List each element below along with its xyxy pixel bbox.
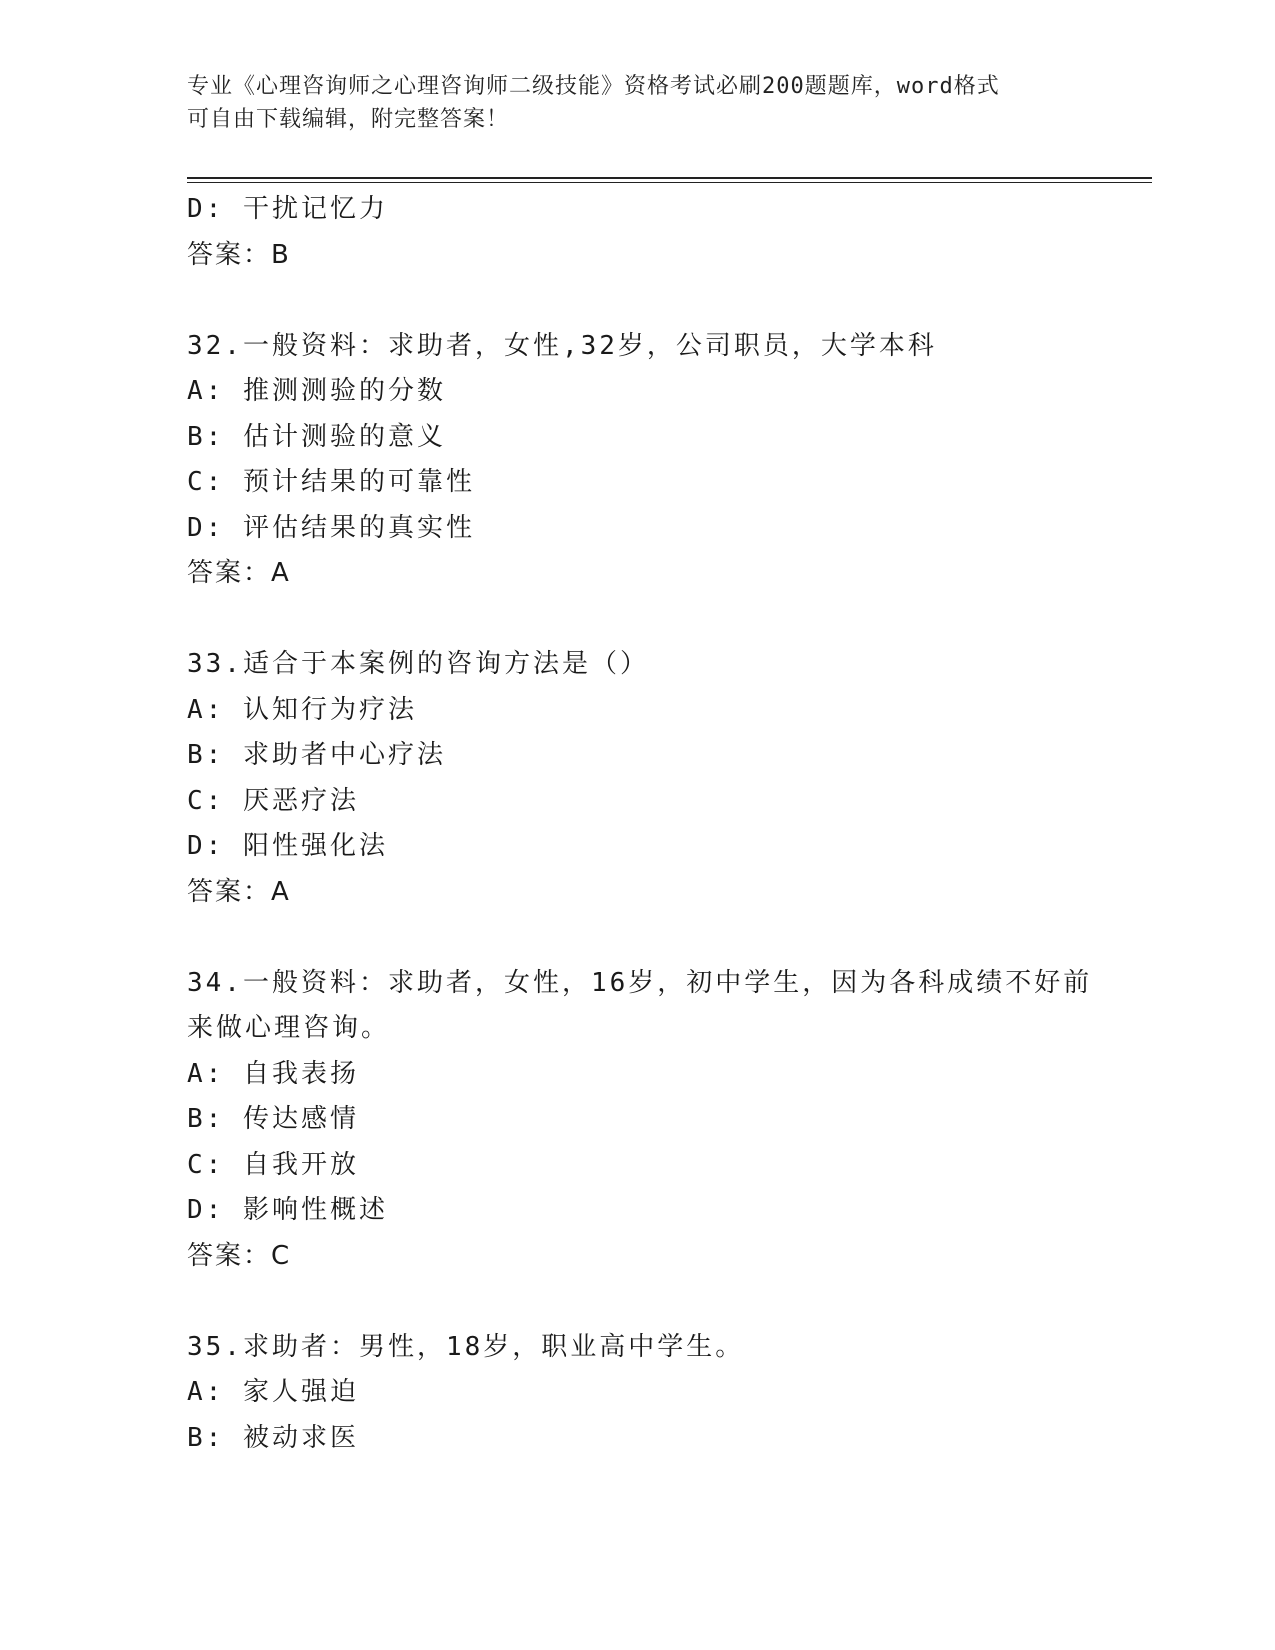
- spacer: [187, 597, 1147, 643]
- answer: 答案：C: [187, 1240, 292, 1271]
- option-d: D: 影响性概述: [187, 1195, 388, 1225]
- question-stem: 33.适合于本案例的咨询方法是（）: [187, 649, 649, 679]
- document-header: [187, 70, 1087, 136]
- spacer: [187, 278, 1147, 324]
- option-b: B: 传达感情: [187, 1104, 359, 1134]
- option-b: B: 估计测验的意义: [187, 421, 446, 452]
- option-a: A: 家人强迫: [187, 1377, 359, 1407]
- spacer: [187, 1279, 1147, 1325]
- option-d: D: 干扰记忆力: [187, 194, 388, 224]
- option-a: A: 认知行为疗法: [187, 694, 417, 725]
- option-d: D: 评估结果的真实性: [187, 512, 475, 543]
- option-c: C: 厌恶疗法: [187, 785, 359, 816]
- header-title-line-2: 可自由下载编辑，附完整答案！: [187, 107, 510, 132]
- question-35: [187, 1325, 1147, 1462]
- question-stem: 32.一般资料：求助者，女性,32岁，公司职员，大学本科: [187, 330, 937, 361]
- question-stem: 35.求助者：男性，18岁，职业高中学生。: [187, 1331, 745, 1362]
- option-c: C: 预计结果的可靠性: [187, 467, 475, 497]
- question-stem: 34.一般资料：求助者，女性，16岁，初中学生，因为各科成绩不好前: [187, 967, 1093, 998]
- header-title-line-1: 专业《心理咨询师之心理咨询师二级技能》资格考试必刷200题题库，word格式: [187, 74, 1000, 99]
- option-c: C: 自我开放: [187, 1149, 359, 1180]
- option-d: D: 阳性强化法: [187, 831, 388, 861]
- answer: 答案：B: [187, 239, 291, 270]
- question-33: [187, 642, 1147, 915]
- option-a: A: 推测测验的分数: [187, 376, 446, 406]
- question-list: [187, 187, 1147, 1461]
- option-b: B: 求助者中心疗法: [187, 740, 446, 770]
- header-divider-thin: [187, 182, 1152, 183]
- header-divider-thick: [187, 177, 1152, 179]
- answer: 答案：A: [187, 558, 291, 588]
- answer: 答案：A: [187, 876, 291, 907]
- question-32: [187, 324, 1147, 597]
- option-a: A: 自我表扬: [187, 1058, 359, 1089]
- question-stem-continued: 来做心理咨询。: [187, 1013, 391, 1043]
- question-34: [187, 961, 1147, 1280]
- option-b: B: 被动求医: [187, 1422, 359, 1453]
- spacer: [187, 915, 1147, 961]
